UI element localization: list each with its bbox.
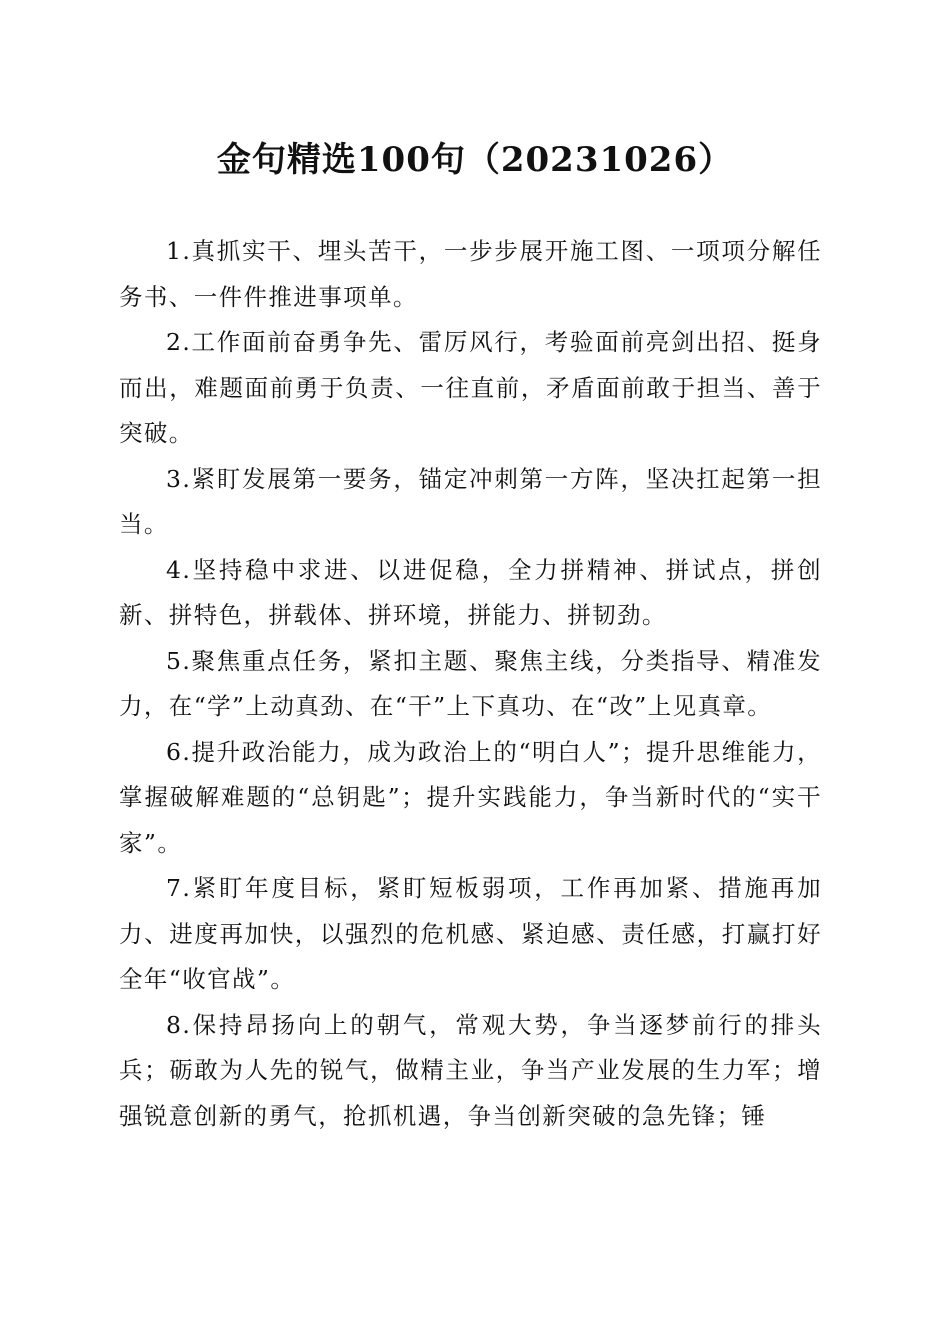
paragraph-8: 8.保持昂扬向上的朝气，常观大势，争当逐梦前行的排头兵；砺敢为人先的锐气，做精主业，争当产业发展的生力军；增强锐意创新的勇气，抢抓机遇，争当创新突破的急先锋；锤	[119, 1010, 822, 1130]
paragraph-1: 1.真抓实干、埋头苦干，一步步展开施工图、一项项分解任务书、一件件推进事项单。	[119, 237, 822, 311]
paragraph-4: 4.坚持稳中求进、以进促稳，全力拼精神、拼试点，拼创新、拼特色，拼载体、拼环境，拼能力、拼韧劲。	[119, 555, 822, 629]
paragraph-6: 6.提升政治能力，成为政治上的“明白人”；提升思维能力，掌握破解难题的“总钥匙”；提升实践能力，争当新时代的“实干家”。	[119, 737, 822, 857]
paragraph-2: 2.工作面前奋勇争先、雷厉风行，考验面前亮剑出招、挺身而出，难题面前勇于负责、一往直前，矛盾面前敢于担当、善于突破。	[119, 328, 822, 447]
paragraph-3: 3.紧盯发展第一要务，锚定冲刺第一方阵，坚决扛起第一担当。	[119, 464, 822, 538]
paragraph-5: 5.聚焦重点任务，紧扣主题、聚焦主线，分类指导、精准发力，在“学”上动真劲、在“干”上下真功、在“改”上见真章。	[119, 646, 822, 720]
paragraph-7: 7.紧盯年度目标，紧盯短板弱项，工作再加紧、措施再加力、进度再加快，以强烈的危机感、紧迫感、责任感，打赢打好全年“收官战”。	[119, 874, 822, 993]
document-title: 金句精选100句（20231026）	[216, 140, 734, 180]
document-body	[119, 229, 822, 1139]
